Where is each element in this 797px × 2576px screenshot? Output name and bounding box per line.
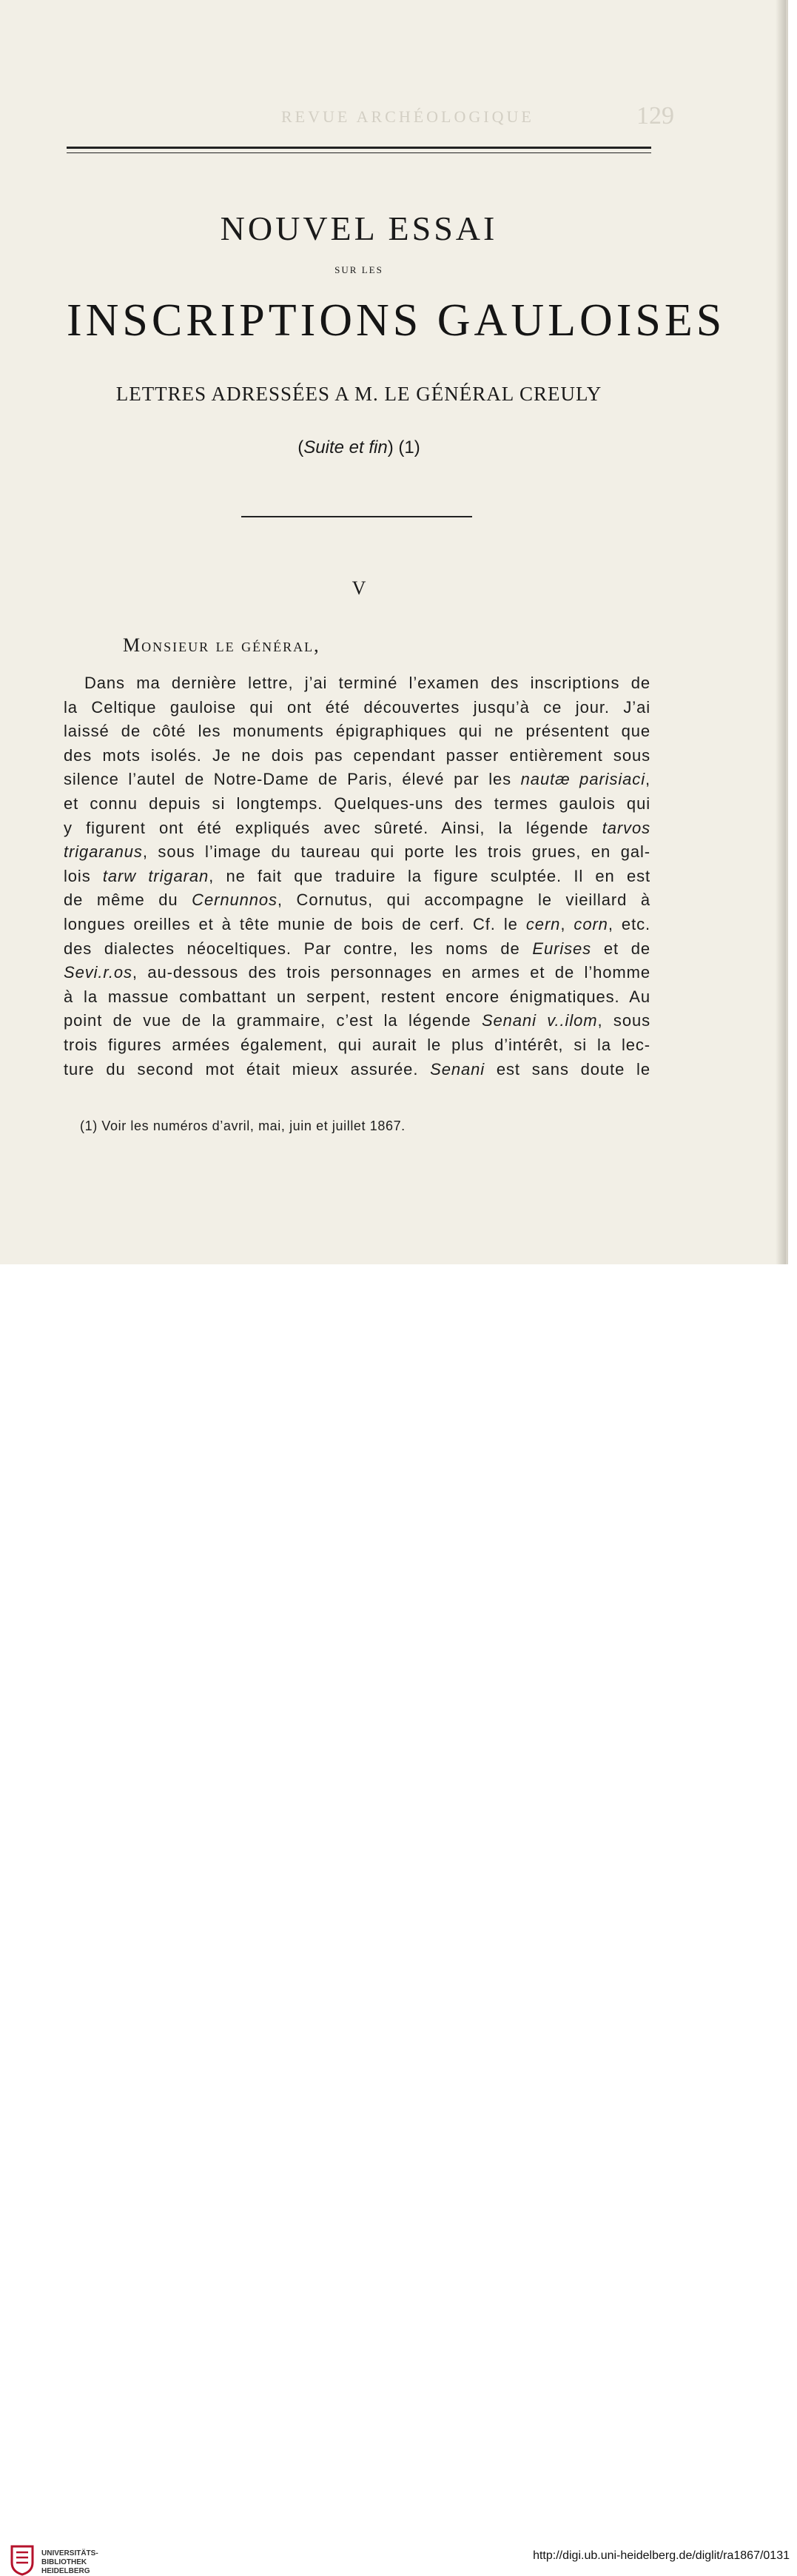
header-rule-thin bbox=[67, 152, 651, 153]
body-line bbox=[64, 937, 650, 962]
body-line bbox=[64, 768, 650, 792]
body-line bbox=[64, 671, 650, 696]
italic-term: Eurises bbox=[532, 939, 592, 958]
text-run: , sous l’image du taureau qui porte les trois grues, en gal- bbox=[142, 842, 650, 862]
viewer-footer bbox=[0, 1264, 797, 2575]
library-logo-text bbox=[41, 2549, 98, 2576]
logo-line: HEIDELBERG bbox=[41, 2567, 90, 2575]
body-line bbox=[64, 816, 650, 841]
text-run: la Celtique gauloise qui ont été découvertes jusqu’à ce jour. J’ai bbox=[64, 697, 650, 717]
italic-term: tarvos bbox=[602, 818, 650, 837]
salutation: Monsieur le général, bbox=[123, 634, 320, 656]
text-run: point de vue de la grammaire, c’est la légende bbox=[64, 1011, 482, 1030]
italic-term: Senani v..ilom bbox=[481, 1011, 598, 1030]
italic-term: Sevi.r.os bbox=[64, 963, 132, 982]
title-note-prefix: ( bbox=[297, 437, 304, 457]
text-run: , au-dessous des trois personnages en armes et de l’homme bbox=[132, 963, 650, 982]
body-line bbox=[64, 1058, 650, 1082]
title-letters: LETTRES ADRESSÉES A M. LE GÉNÉRAL CREULY bbox=[115, 383, 602, 405]
text-run: est sans doute le bbox=[485, 1059, 650, 1079]
scanned-page bbox=[0, 0, 788, 1264]
text-run: et connu depuis si longtemps. Quelques-uns des termes gaulois qui bbox=[64, 794, 650, 813]
logo-line: BIBLIOTHEK bbox=[41, 2558, 87, 2566]
body-line bbox=[64, 961, 650, 985]
title-note-suffix: ) (1) bbox=[387, 437, 420, 457]
title-subject: INSCRIPTIONS GAULOISES bbox=[67, 295, 726, 346]
italic-term: tarw trigaran bbox=[102, 866, 209, 885]
body-line bbox=[64, 1033, 650, 1058]
italic-term: corn bbox=[574, 914, 608, 933]
section-divider bbox=[241, 516, 472, 517]
title-main: NOUVEL ESSAI bbox=[220, 209, 498, 247]
title-connector: SUR LES bbox=[334, 264, 383, 275]
footnote: (1) Voir les numéros d’avril, mai, juin et juillet 1867. bbox=[80, 1118, 406, 1133]
text-run: ture du second mot était mieux assurée. bbox=[64, 1059, 431, 1079]
ghost-header-show-through: REVUE ARCHÉOLOGIQUE bbox=[281, 107, 534, 126]
logo-line: UNIVERSITÄTS- bbox=[41, 2549, 98, 2557]
text-run: lois bbox=[64, 866, 103, 885]
body-line bbox=[64, 913, 650, 937]
text-run: , etc. bbox=[608, 914, 650, 933]
text-run: Dans ma dernière lettre, j’ai terminé l’examen des inscriptions de bbox=[84, 674, 650, 692]
text-run: , Cornutus, qui accompagne le vieillard à bbox=[277, 890, 650, 910]
body-line bbox=[64, 888, 650, 913]
italic-term: Cernunnos bbox=[192, 890, 278, 910]
body-line bbox=[64, 865, 650, 889]
header-rule-thick bbox=[67, 147, 651, 149]
title-note-italic: Suite et fin bbox=[303, 437, 388, 457]
text-run: laissé de côté les monuments épigraphiques qui ne présentent que bbox=[64, 722, 650, 741]
ghost-page-number: 129 bbox=[636, 102, 674, 130]
text-run: des mots isolés. Je ne dois pas cependant passer entièrement sous bbox=[64, 745, 650, 765]
body-text bbox=[64, 671, 650, 1081]
italic-term: Senani bbox=[430, 1059, 485, 1079]
body-line bbox=[64, 744, 650, 768]
body-line bbox=[64, 840, 650, 865]
text-run: silence l’autel de Notre-Dame de Paris, élevé par les bbox=[64, 770, 521, 789]
italic-term: nautæ parisiaci bbox=[520, 770, 645, 789]
body-line bbox=[64, 696, 650, 720]
body-line bbox=[64, 792, 650, 816]
body-line bbox=[64, 985, 650, 1010]
text-run: longues oreilles et à tête munie de bois de cerf. Cf. le bbox=[64, 914, 526, 933]
italic-term: cern bbox=[525, 914, 561, 933]
text-run: des dialectes néoceltiques. Par contre, les noms de bbox=[64, 939, 533, 958]
text-run: y figurent ont été expliqués avec sûreté. Ainsi, la légende bbox=[64, 818, 602, 837]
text-run: , sous bbox=[597, 1011, 650, 1030]
body-line bbox=[64, 1009, 650, 1033]
text-run: et de bbox=[591, 939, 650, 958]
library-seal-icon bbox=[9, 2543, 36, 2576]
section-number: V bbox=[352, 577, 366, 599]
text-run: , ne fait que traduire la figure sculptée. Il en est bbox=[209, 866, 651, 885]
title-note bbox=[0, 437, 718, 458]
text-run: trois figures armées également, qui aurait le plus d’intérêt, si la lec- bbox=[64, 1035, 650, 1054]
page-edge-shadow bbox=[776, 0, 786, 1264]
source-url-link[interactable]: http://digi.ub.uni-heidelberg.de/diglit/ra1867/0131 bbox=[533, 2549, 790, 2562]
italic-term: trigaranus bbox=[64, 842, 143, 862]
text-run: , bbox=[645, 770, 650, 789]
text-run: , bbox=[560, 914, 574, 933]
body-line bbox=[64, 720, 650, 744]
text-run: de même du bbox=[64, 890, 192, 910]
text-run: à la massue combattant un serpent, restent encore énigmatiques. Au bbox=[64, 987, 650, 1006]
